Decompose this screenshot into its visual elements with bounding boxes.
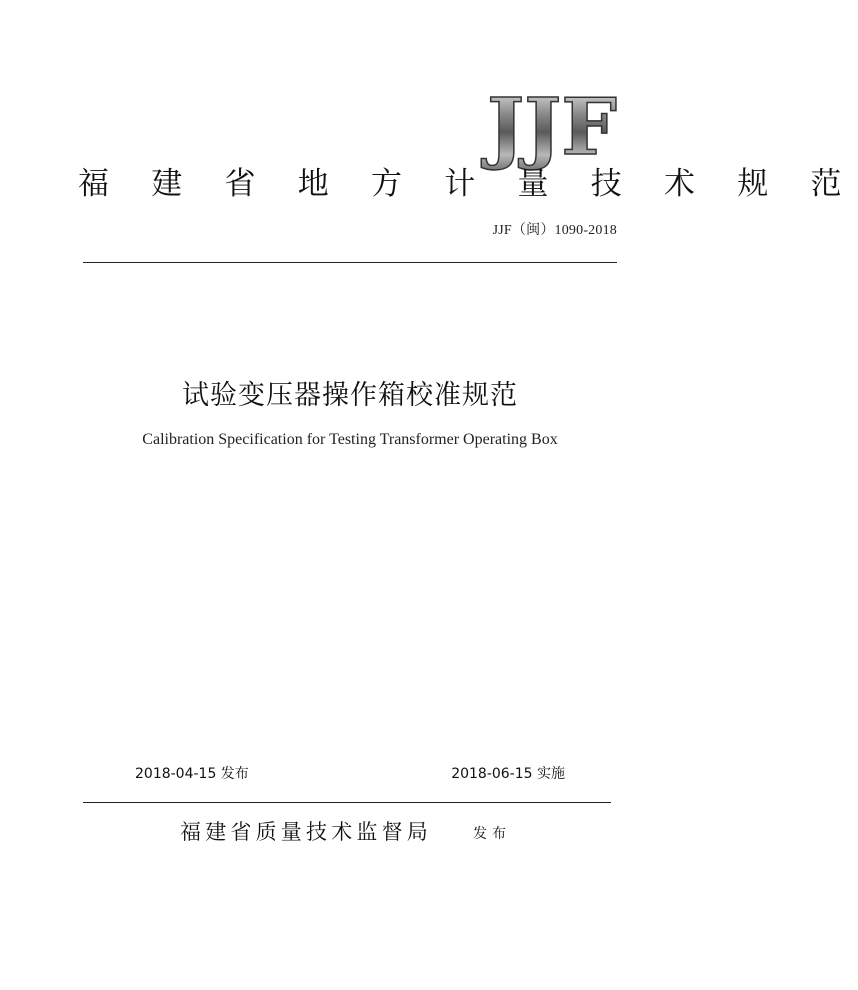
effective-date: 2018-06-15 实施: [451, 766, 565, 782]
document-title-chinese: 试验变压器操作箱校准规范: [182, 380, 518, 411]
publish-label: 发布: [473, 826, 511, 842]
standard-series-title: 福 建 省 地 方 计 量 技 术 规 范: [78, 166, 858, 202]
jjf-logo-text: JJF: [480, 82, 617, 173]
footer-divider: [83, 802, 611, 803]
publishing-authority: 福建省质量技术监督局: [180, 820, 432, 844]
issue-date: 2018-04-15 发布: [135, 766, 249, 782]
document-code: JJF（闽）1090-2018: [492, 223, 617, 238]
document-title-english: Calibration Specification for Testing Transformer Operating Box: [142, 431, 558, 448]
jjf-logo: [480, 80, 620, 173]
header-divider: [83, 262, 617, 263]
